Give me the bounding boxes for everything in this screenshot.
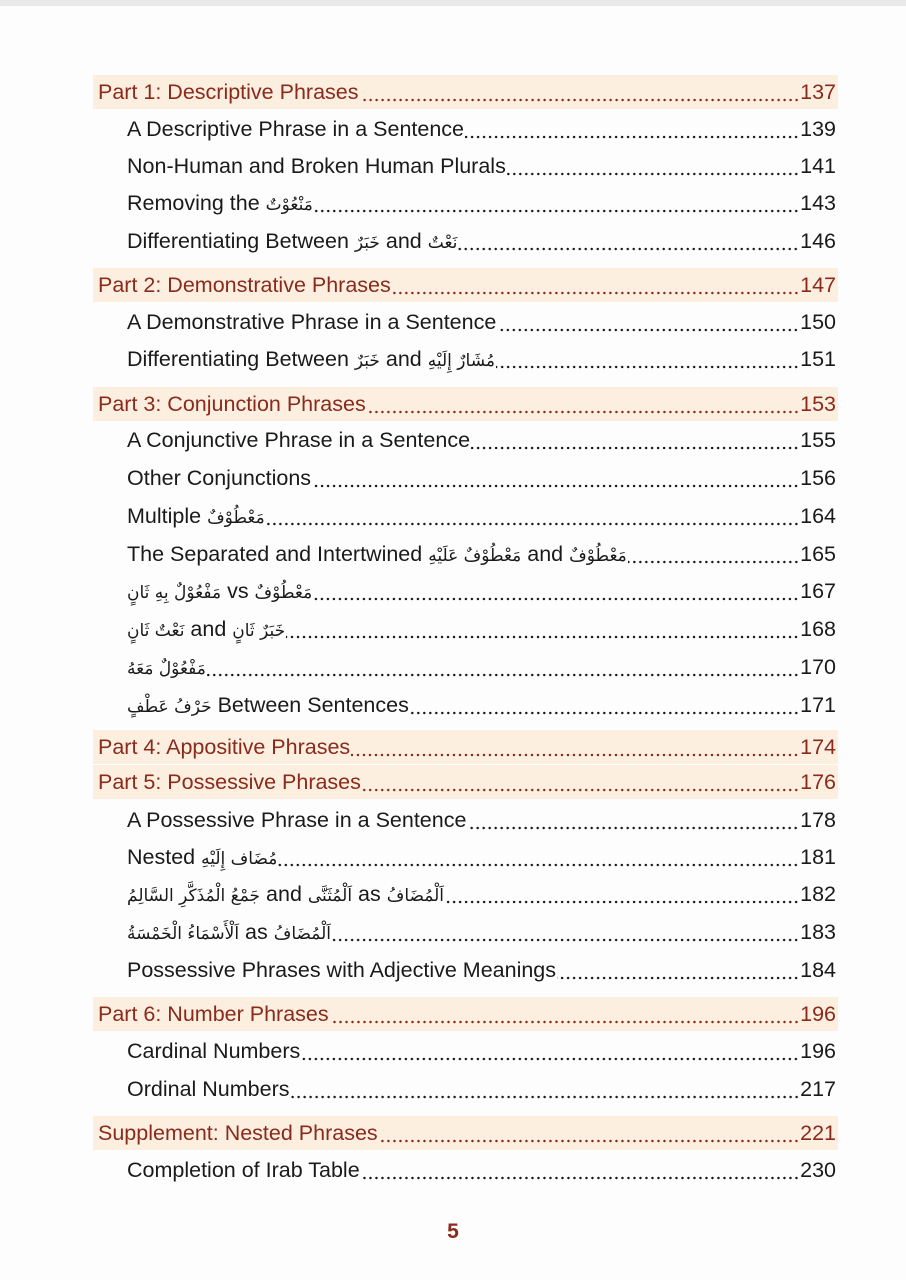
dot-leader [314,193,799,213]
toc-entry[interactable] [93,840,838,874]
toc-entry[interactable] [93,574,838,608]
toc-entry-title: Possessive Phrases with Adjective Meanings [127,957,557,982]
arabic-term: مَنْعُوْتٌ [265,194,313,215]
arabic-term: اَلْأَسْمَاءُ الْخَمْسَةُ [127,923,240,944]
toc-entry-page: 171 [800,692,836,717]
page-top-edge [0,0,906,6]
toc-entry-title: Cardinal Numbers [127,1038,301,1063]
toc-section-heading[interactable] [93,387,838,421]
toc-entry[interactable] [93,688,838,722]
toc-entry-page: 170 [800,654,836,679]
toc-entry[interactable] [93,461,838,495]
dot-leader [458,231,799,251]
toc-entry-title: A Conjunctive Phrase in a Sentence [127,427,471,452]
toc-entry-title: Differentiating Between خَبَرٌ and نَعْتٌ [127,228,458,253]
dot-leader [312,468,799,488]
toc-entry-title: The Separated and Intertwined مَعْطُوْفٌ عَلَيْهِ and مَعْطُوْفٌ [127,541,627,566]
toc-entry-page: 150 [800,309,836,334]
toc-entry-title: Part 1: Descriptive Phrases [98,79,359,104]
toc-entry-page: 137 [800,79,836,104]
dot-leader [379,1123,799,1143]
dot-leader [291,1079,800,1099]
toc-entry-title: Nested مُضَاف إِلَيْهِ [127,844,278,869]
arabic-term: نَعْتٌ ثَانٍ [127,620,185,641]
toc-entry[interactable] [93,537,838,571]
toc-entry-page: 183 [800,919,836,944]
toc-entry-title: Other Conjunctions [127,465,312,490]
toc-entry-page: 182 [800,881,836,906]
toc-entry-title: A Possessive Phrase in a Sentence [127,807,467,832]
arabic-term: خَبَرٌ [354,350,380,371]
toc-entry[interactable] [93,877,838,911]
toc-entry[interactable] [93,112,838,146]
toc-entry[interactable] [93,953,838,987]
arabic-term: نَعْتٌ [427,232,458,253]
dot-leader [410,695,799,715]
toc-entry-title: A Demonstrative Phrase in a Sentence [127,309,497,334]
toc-entry-page: 153 [800,391,836,416]
arabic-term: مُشَارٌ إِلَيْهِ [427,350,495,371]
toc-entry-title: Multiple مَعْطُوْفٌ [127,503,265,528]
arabic-term: خَبَرٌ ثَانٍ [232,620,286,641]
toc-entry-title: Part 2: Demonstrative Phrases [98,272,391,297]
toc-entry-page: 174 [800,734,836,759]
toc-entry-page: 167 [800,578,836,603]
dot-leader [301,1041,799,1061]
dot-leader [465,119,799,139]
toc-entry-page: 176 [800,769,836,794]
arabic-term: اَلْمُثَنَّى [307,885,353,906]
dot-leader [471,430,799,450]
toc-entry-title: Removing the مَنْعُوْتٌ [127,190,313,215]
toc-entry[interactable] [93,1153,838,1187]
toc-entry-page: 156 [800,465,836,490]
toc-entry-page: 181 [800,844,836,869]
toc-entry[interactable] [93,1072,838,1106]
arabic-term: مَفْعُوْلٌ مَعَهُ [127,658,206,679]
dot-leader [557,960,799,980]
toc-entry[interactable] [93,612,838,646]
toc-entry-title: Part 5: Possessive Phrases [98,769,361,794]
toc-section-heading[interactable] [93,1116,838,1150]
toc-entry-title: A Descriptive Phrase in a Sentence [127,116,465,141]
toc-entry-title: Ordinal Numbers [127,1076,290,1101]
dot-leader [361,1160,799,1180]
arabic-term: مُضَاف إِلَيْهِ [201,848,278,869]
toc-entry-page: 196 [800,1038,836,1063]
dot-leader [497,312,799,332]
toc-entry[interactable] [93,342,838,376]
dot-leader [496,349,799,369]
dot-leader [332,922,799,942]
dot-leader [278,847,799,867]
toc-entry-title: حَرْفُ عَطْفٍ Between Sentences [127,692,409,717]
toc-entry[interactable] [93,149,838,183]
toc-entry-page: 147 [800,272,836,297]
dot-leader [628,544,799,564]
arabic-term: مَعْطُوْفٌ [207,507,265,528]
toc-entry-title: نَعْتٌ ثَانٍ and خَبَرٌ ثَانٍ [127,616,286,641]
dot-leader [367,394,799,414]
toc-entry-title [127,655,206,680]
toc-entry-title: مَفْعُوْلٌ بِهِ ثَانٍ vs مَعْطُوْفٌ [127,578,313,603]
toc-entry-page: 165 [800,541,836,566]
toc-entry-title: Differentiating Between خَبَرٌ and مُشَارٌ إِلَيْهِ [127,346,495,371]
arabic-term: خَبَرٌ [354,232,380,253]
toc-entry-page: 151 [800,346,836,371]
toc-entry[interactable] [93,499,838,533]
toc-entry[interactable] [93,650,838,684]
toc-entry[interactable] [93,915,838,949]
toc-entry-page: 168 [800,616,836,641]
toc-entry-title: Part 4: Appositive Phrases [98,734,351,759]
dot-leader [207,657,799,677]
toc-entry-page: 184 [800,957,836,982]
toc-entry-title: اَلْأَسْمَاءُ الْخَمْسَةُ as اَلْمُضَافُ [127,919,331,944]
toc-entry-page: 139 [800,116,836,141]
toc-section-heading[interactable] [93,75,838,109]
arabic-term: اَلْمُضَافُ [273,923,331,944]
arabic-term: اَلْمُضَافُ [386,885,444,906]
toc-entry-title: Part 6: Number Phrases [98,1001,329,1026]
arabic-term: مَعْطُوْفٌ [254,582,313,603]
dot-leader [330,1004,800,1024]
dot-leader [286,619,799,639]
toc-entry[interactable] [93,305,838,339]
toc-entry-page: 221 [800,1120,836,1145]
toc-entry-page: 146 [800,228,836,253]
toc-entry-page: 196 [800,1001,836,1026]
toc-entry-page: 164 [800,503,836,528]
arabic-term: مَعْطُوْفٌ عَلَيْهِ [428,545,522,566]
arabic-term: جَمْعُ الْمُذَكَّرِ السَّالِمُ [127,885,261,906]
arabic-term: مَفْعُوْلٌ بِهِ ثَانٍ [127,582,222,603]
dot-leader [313,581,799,601]
toc-section-heading[interactable] [93,765,838,799]
toc-entry-page: 143 [800,190,836,215]
toc-entry[interactable] [93,186,838,220]
toc-entry[interactable] [93,224,838,258]
toc-section-heading[interactable] [93,730,838,764]
dot-leader [467,810,799,830]
dot-leader [362,772,799,792]
toc-entry-title: Supplement: Nested Phrases [98,1120,378,1145]
toc-section-heading[interactable] [93,268,838,302]
dot-leader [392,275,799,295]
toc-section-heading[interactable] [93,997,838,1031]
arabic-term: حَرْفُ عَطْفٍ [127,696,212,717]
toc-entry[interactable] [93,423,838,457]
toc-entry[interactable] [93,1034,838,1068]
toc-entry-title: جَمْعُ الْمُذَكَّرِ السَّالِمُ and اَلْمُثَنَّى as اَلْمُضَافُ [127,881,444,906]
dot-leader [266,506,799,526]
dot-leader [507,156,799,176]
page-number: 5 [447,1220,459,1243]
toc-entry-page: 141 [800,153,836,178]
toc-entry-title: Part 3: Conjunction Phrases [98,391,366,416]
dot-leader [360,82,800,102]
toc-entry-page: 178 [800,807,836,832]
toc-entry-title: Non-Human and Broken Human Plurals [127,153,506,178]
dot-leader [351,737,799,757]
toc-entry[interactable] [93,803,838,837]
toc-entry-page: 155 [800,427,836,452]
dot-leader [445,884,799,904]
arabic-term: مَعْطُوْفٌ [569,545,627,566]
toc-entry-page: 217 [800,1076,836,1101]
toc-entry-title: Completion of Irab Table [127,1157,360,1182]
toc-entry-page: 230 [800,1157,836,1182]
